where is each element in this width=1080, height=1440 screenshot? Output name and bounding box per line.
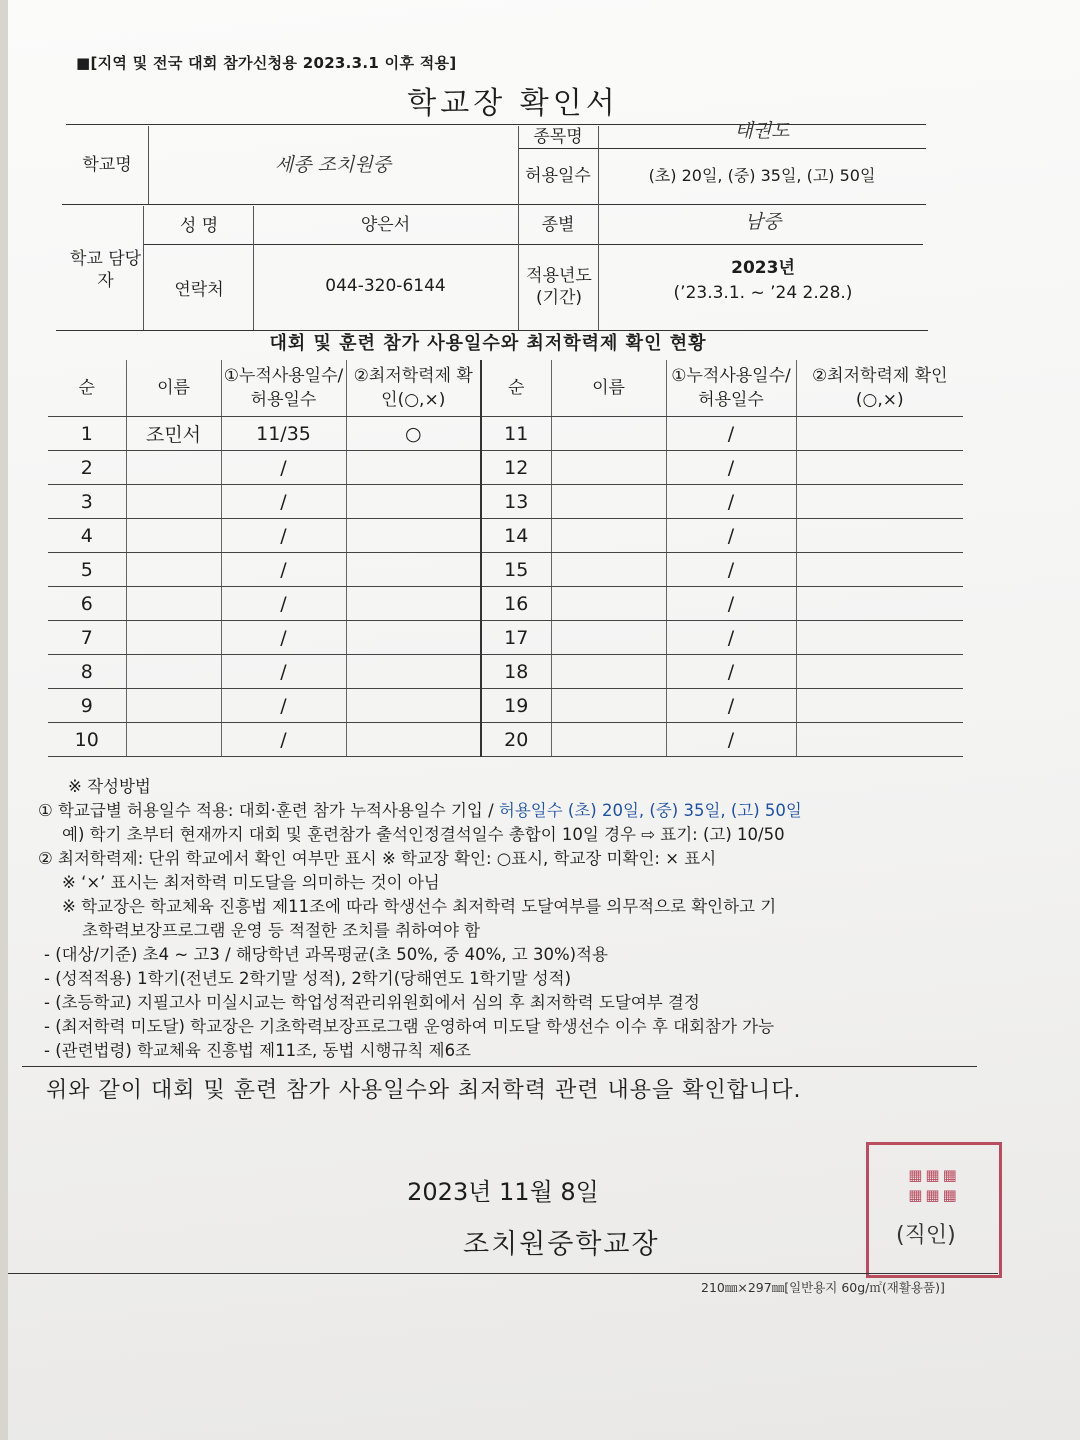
cell-name — [126, 723, 221, 757]
cell-no: 19 — [481, 689, 551, 723]
school-label: 학교명 — [82, 155, 132, 175]
cell-check — [796, 417, 963, 451]
period-value: (’23.3.1. ~ ’24 2.28.) — [673, 283, 853, 303]
cell-name — [551, 655, 666, 689]
detail-line: - (관련법령) 학교체육 진흥법 제11조, 동법 시행규칙 제6조 — [44, 1041, 471, 1060]
cell-check — [796, 723, 963, 757]
note-line: 초학력보장프로그램 운영 등 적절한 조치를 취하여야 함 — [82, 921, 481, 940]
cell-days: / — [666, 587, 796, 621]
cell-no: 4 — [48, 519, 126, 553]
cell-name — [551, 417, 666, 451]
cell-check — [796, 553, 963, 587]
table-row — [48, 451, 963, 485]
info-row-divider — [518, 148, 926, 149]
cell-name — [126, 689, 221, 723]
cell-no: 14 — [481, 519, 551, 553]
year-label: 적용년도 (기간) — [526, 266, 592, 308]
cell-check — [346, 587, 481, 621]
issue-date: 2023년 11월 8일 — [407, 1178, 599, 1206]
col-header-name: 이름 — [551, 360, 666, 417]
cell-no: 13 — [481, 485, 551, 519]
cell-no: 17 — [481, 621, 551, 655]
cell-name — [551, 485, 666, 519]
cell-no: 1 — [48, 417, 126, 451]
header-note: ■[지역 및 전국 대회 참가신청용 2023.3.1 이후 적용] — [76, 54, 457, 72]
cell-days: / — [666, 485, 796, 519]
cell-name — [551, 587, 666, 621]
cell-days: / — [221, 655, 346, 689]
cell-days: / — [221, 451, 346, 485]
paper-spec: 210㎜×297㎜[일반용지 60g/㎡(재활용품)] — [701, 1280, 945, 1295]
participation-table — [48, 360, 963, 757]
category-label: 종별 — [541, 215, 575, 235]
cell-days: / — [221, 553, 346, 587]
cell-no: 2 — [48, 451, 126, 485]
cell-name — [551, 553, 666, 587]
note-line: ※ ‘×’ 표시는 최저학력 미도달을 의미하는 것이 아님 — [62, 873, 440, 892]
notes-heading: ※ 작성방법 — [68, 777, 151, 796]
cell-check — [346, 655, 481, 689]
table-row — [48, 621, 963, 655]
note-line: ※ 학교장은 학교체육 진흥법 제11조에 따라 학생선수 최저학력 도달여부를 의무적으로 확인하고 기 — [62, 897, 777, 916]
detail-line: - (최저학력 미도달) 학교장은 기초학력보장프로그램 운영하여 미도달 학생선수 이수 후 대회참가 가능 — [44, 1017, 775, 1036]
cell-days: / — [666, 417, 796, 451]
highlight-text: 허용일수 (초) 20일, (중) 35일, (고) 50일 — [498, 801, 802, 820]
cell-check — [346, 689, 481, 723]
category-value: 남중 — [744, 211, 782, 233]
table-row — [48, 689, 963, 723]
cell-name — [126, 451, 221, 485]
official-seal-icon: ▦▦▦ ▦▦▦ — [866, 1142, 1002, 1278]
cell-name — [126, 553, 221, 587]
cell-no: 11 — [481, 417, 551, 451]
cell-name — [551, 519, 666, 553]
cell-check — [796, 587, 963, 621]
cell-check — [346, 519, 481, 553]
cell-name — [551, 689, 666, 723]
note-line: ② 최저학력제: 단위 학교에서 확인 여부만 표시 ※ 학교장 확인: ○표시, 학교장 미확인: × 표시 — [38, 849, 717, 868]
cell-days: / — [221, 587, 346, 621]
instructions — [38, 775, 998, 1063]
page-title: 학교장 확인서 — [407, 86, 619, 121]
note-text: ① 학교급별 허용일수 적용: 대회·훈련 참가 누적사용일수 기입 / — [38, 801, 499, 820]
cell-days: / — [666, 655, 796, 689]
confirm-divider — [22, 1066, 977, 1067]
sport-label: 종목명 — [533, 127, 583, 147]
cell-name — [551, 723, 666, 757]
seal-label: (직인) — [896, 1223, 956, 1248]
cell-days: / — [666, 553, 796, 587]
cell-name — [126, 587, 221, 621]
cell-days: / — [221, 621, 346, 655]
cell-no: 18 — [481, 655, 551, 689]
cell-no: 16 — [481, 587, 551, 621]
cell-no: 3 — [48, 485, 126, 519]
col-header-days: ①누적사용일수/허용일수 — [221, 360, 346, 417]
cell-no: 10 — [48, 723, 126, 757]
cell-name — [126, 655, 221, 689]
cell-days: / — [666, 723, 796, 757]
cell-check — [346, 451, 481, 485]
note-line — [38, 799, 998, 823]
cell-check — [796, 519, 963, 553]
cell-days: / — [666, 519, 796, 553]
table-row — [48, 723, 963, 757]
cell-no: 15 — [481, 553, 551, 587]
cell-check — [796, 655, 963, 689]
cell-no: 7 — [48, 621, 126, 655]
cell-no: 5 — [48, 553, 126, 587]
table-row — [48, 587, 963, 621]
cell-no: 12 — [481, 451, 551, 485]
cell-no: 6 — [48, 587, 126, 621]
table-row — [48, 485, 963, 519]
detail-line: - (성적적용) 1학기(전년도 2학기말 성적), 2학기(당해연도 1학기말 성적) — [44, 969, 572, 988]
name-value: 양은서 — [360, 215, 411, 235]
year-value: 2023년 — [731, 258, 795, 278]
document-page — [8, 0, 1080, 1440]
allow-value: (초) 20일, (중) 35일, (고) 50일 — [648, 166, 876, 185]
sport-value: 태권도 — [734, 120, 790, 142]
detail-line: - (대상/기준) 초4 ~ 고3 / 해당학년 과목평균(초 50%, 중 40%, 고 30%)적용 — [44, 945, 608, 964]
cell-days: / — [221, 723, 346, 757]
table-row — [48, 655, 963, 689]
cell-name — [126, 621, 221, 655]
cell-check — [346, 485, 481, 519]
school-value: 세종 조치원중 — [274, 154, 392, 176]
allow-label: 허용일수 — [525, 166, 591, 186]
table-row — [48, 553, 963, 587]
cell-days: / — [666, 451, 796, 485]
table-row — [48, 417, 963, 451]
col-header-days: ①누적사용일수/허용일수 — [666, 360, 796, 417]
cell-check — [346, 621, 481, 655]
section-title: 대회 및 훈련 참가 사용일수와 최저학력제 확인 현황 — [269, 333, 707, 354]
cell-days: / — [666, 689, 796, 723]
cell-check — [796, 689, 963, 723]
cell-no: 8 — [48, 655, 126, 689]
confirm-statement: 위와 같이 대회 및 훈련 참가 사용일수와 최저학력 관련 내용을 확인합니다. — [46, 1078, 802, 1103]
cell-name — [126, 519, 221, 553]
contact-value: 044-320-6144 — [325, 276, 446, 296]
manager-label: 학교 담당자 — [69, 249, 142, 291]
principal-signature: 조치원중학교장 — [463, 1229, 660, 1260]
cell-days: / — [221, 519, 346, 553]
cell-days: 11/35 — [221, 417, 346, 451]
col-header-no: 순 — [481, 360, 551, 417]
cell-days: / — [666, 621, 796, 655]
table-row — [48, 519, 963, 553]
cell-check — [796, 621, 963, 655]
col-header-no: 순 — [48, 360, 126, 417]
cell-name — [551, 451, 666, 485]
note-line: 예) 학기 초부터 현재까지 대회 및 훈련참가 출석인정결석일수 총합이 10일 경우 ⇨ 표기: (고) 10/50 — [62, 825, 785, 844]
cell-days: / — [221, 689, 346, 723]
name-label: 성 명 — [179, 216, 219, 236]
cell-check — [796, 451, 963, 485]
cell-days: / — [221, 485, 346, 519]
col-header-check: ②최저학력제 확인(○,×) — [346, 360, 481, 417]
table-header-row — [48, 360, 963, 417]
cell-check — [796, 485, 963, 519]
info-row-divider — [143, 244, 923, 245]
cell-name: 조민서 — [126, 417, 221, 451]
cell-name — [126, 485, 221, 519]
info-col-divider — [143, 206, 144, 330]
cell-check: ○ — [346, 417, 481, 451]
cell-check — [346, 553, 481, 587]
detail-line: - (초등학교) 지필고사 미실시교는 학업성적관리위원회에서 심의 후 최저학력 도달여부 결정 — [44, 993, 700, 1012]
cell-name — [551, 621, 666, 655]
contact-label: 연락처 — [174, 280, 224, 300]
col-header-check: ②최저학력제 확인(○,×) — [796, 360, 963, 417]
cell-no: 20 — [481, 723, 551, 757]
footer-divider — [8, 1273, 998, 1274]
cell-check — [346, 723, 481, 757]
cell-no: 9 — [48, 689, 126, 723]
col-header-name: 이름 — [126, 360, 221, 417]
